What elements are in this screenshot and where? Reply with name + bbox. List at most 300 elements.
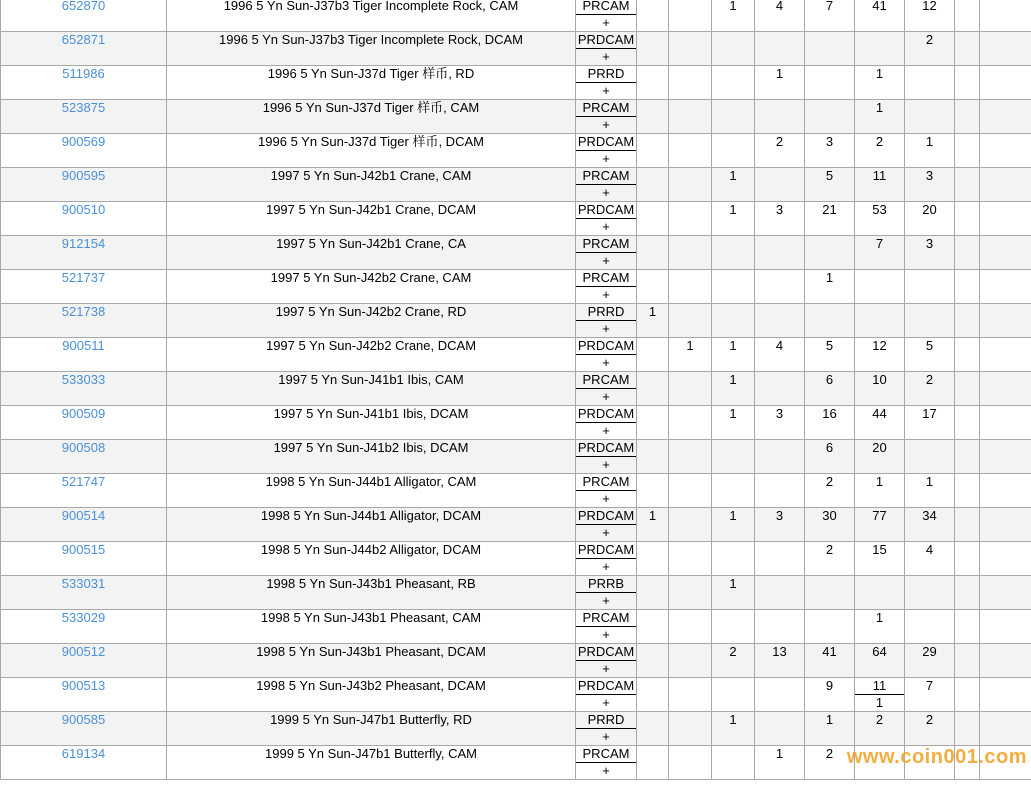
cert-id-link[interactable]: 900509 (61, 406, 106, 421)
grade-cell (576, 542, 637, 576)
table-row (1, 644, 1031, 678)
grade-count: 1 (712, 406, 755, 440)
grade-count: 1 (712, 0, 755, 32)
grade-count (980, 304, 1031, 338)
grade-count: 2 (855, 134, 905, 168)
cert-id-link[interactable]: 533031 (61, 576, 106, 591)
table-row (1, 134, 1031, 168)
grade-count (955, 134, 980, 168)
grade-count (712, 440, 755, 474)
grade-count (637, 712, 669, 746)
grade-designation: PRCAM (576, 270, 636, 287)
grade-count: 2 (905, 712, 955, 746)
grade-count: 1 (855, 100, 905, 134)
grade-count (755, 270, 805, 304)
grade-cell (576, 610, 637, 644)
cert-id-link[interactable]: 521747 (61, 474, 106, 489)
grade-count: 53 (855, 202, 905, 236)
coin-description: 1999 5 Yn Sun-J47b1 Butterfly, CAM (167, 746, 576, 780)
grade-designation: PRDCAM (577, 542, 635, 557)
grade-count (755, 32, 805, 66)
grade-plus: + (602, 49, 610, 64)
coin-description: 1997 5 Yn Sun-J42b1 Crane, DCAM (167, 202, 576, 236)
grade-count: 1 (805, 712, 855, 746)
grade-count (980, 100, 1031, 134)
table-row (1, 576, 1031, 610)
table-row (1, 338, 1031, 372)
cert-id-link[interactable]: 652871 (61, 32, 106, 47)
cert-id-cell (1, 508, 167, 542)
grade-designation: PRRB (576, 576, 636, 593)
grade-count (669, 712, 712, 746)
grade-count: 2 (755, 134, 805, 168)
grade-count: 2 (855, 712, 905, 746)
grade-count: 5 (805, 338, 855, 372)
cert-id-link[interactable]: 533033 (61, 372, 106, 387)
grade-count (755, 542, 805, 576)
grade-count (712, 474, 755, 508)
grade-count (955, 712, 980, 746)
grade-count: 7 (905, 678, 955, 712)
grade-count (755, 100, 805, 134)
grade-count: 4 (755, 338, 805, 372)
grade-count (980, 236, 1031, 270)
grade-count (980, 338, 1031, 372)
grade-designation: PRDCAM (577, 202, 635, 217)
cert-id-link[interactable]: 521737 (61, 270, 106, 285)
table-row (1, 202, 1031, 236)
table-row (1, 474, 1031, 508)
grade-count (669, 440, 712, 474)
coin-description: 1998 5 Yn Sun-J43b1 Pheasant, RB (167, 576, 576, 610)
grade-designation: PRDCAM (577, 32, 635, 47)
grade-plus: + (602, 253, 610, 268)
table-row (1, 372, 1031, 406)
grade-plus: + (602, 389, 610, 404)
grade-designation: PRRD (576, 304, 636, 321)
cert-id-link[interactable]: 900511 (62, 338, 105, 353)
grade-plus: + (602, 219, 610, 234)
coin-description: 1998 5 Yn Sun-J44b2 Alligator, DCAM (167, 542, 576, 576)
grade-count: 1 (755, 66, 805, 100)
grade-count (805, 32, 855, 66)
cert-id-link[interactable]: 900513 (61, 678, 106, 693)
grade-count (980, 508, 1031, 542)
grade-count (755, 168, 805, 202)
cert-id-link[interactable]: 523875 (61, 100, 106, 115)
cert-id-cell (1, 236, 167, 270)
grade-count (637, 576, 669, 610)
cert-id-link[interactable]: 912154 (61, 236, 106, 251)
table-row (1, 678, 1031, 712)
grade-cell (576, 270, 637, 304)
grade-count (955, 542, 980, 576)
grade-count (755, 474, 805, 508)
grade-count: 2 (905, 32, 955, 66)
grade-cell (576, 746, 637, 780)
grade-count: 7 (805, 0, 855, 32)
grade-count (712, 236, 755, 270)
grade-count (955, 66, 980, 100)
cert-id-cell (1, 66, 167, 100)
grade-count (712, 542, 755, 576)
cert-id-link[interactable]: 619134 (61, 746, 106, 761)
grade-count (955, 508, 980, 542)
grade-count (905, 610, 955, 644)
cert-id-cell (1, 32, 167, 66)
grade-count (755, 678, 805, 712)
grade-count: 21 (805, 202, 855, 236)
grade-count (669, 746, 712, 780)
grade-count: 1 (712, 372, 755, 406)
cert-id-cell (1, 202, 167, 236)
cert-id-link[interactable]: 533029 (61, 610, 106, 625)
grade-count (980, 406, 1031, 440)
grade-count: 77 (855, 508, 905, 542)
cert-id-link[interactable]: 900508 (61, 440, 106, 455)
grade-count (905, 66, 955, 100)
grade-count (980, 712, 1031, 746)
grade-count: 44 (855, 406, 905, 440)
grade-cell (576, 474, 637, 508)
coin-description: 1997 5 Yn Sun-J41b2 Ibis, DCAM (167, 440, 576, 474)
grade-count: 1 (712, 168, 755, 202)
grade-plus: + (602, 423, 610, 438)
coin-description: 1996 5 Yn Sun-J37d Tiger 样币, DCAM (167, 134, 576, 168)
grade-count: 1 (712, 712, 755, 746)
coin-description: 1997 5 Yn Sun-J42b2 Crane, RD (167, 304, 576, 338)
grade-count (637, 440, 669, 474)
table-row (1, 440, 1031, 474)
table-row (1, 100, 1031, 134)
grade-cell (576, 406, 637, 440)
grade-count (637, 644, 669, 678)
grade-plus: + (602, 151, 610, 166)
grade-cell (576, 0, 637, 32)
grade-count (637, 338, 669, 372)
grade-count: 20 (855, 440, 905, 474)
grade-designation: PRCAM (576, 746, 636, 763)
grade-count (637, 100, 669, 134)
grade-count (637, 134, 669, 168)
grade-count: 1 (805, 270, 855, 304)
grade-count (905, 270, 955, 304)
grade-count (955, 610, 980, 644)
grade-designation: PRCAM (576, 168, 636, 185)
grade-plus: + (602, 695, 610, 710)
grade-count (955, 32, 980, 66)
cert-id-cell (1, 168, 167, 202)
site-watermark: www.coin001.com (846, 746, 1027, 768)
coin-description: 1998 5 Yn Sun-J44b1 Alligator, DCAM (167, 508, 576, 542)
grade-count: 1 (905, 134, 955, 168)
grade-count (712, 610, 755, 644)
grade-count (955, 644, 980, 678)
grade-count (855, 270, 905, 304)
table-row (1, 542, 1031, 576)
grade-count: 10 (855, 372, 905, 406)
cert-id-cell (1, 0, 167, 32)
cert-id-cell (1, 100, 167, 134)
grade-count (905, 440, 955, 474)
coin-description: 1997 5 Yn Sun-J41b1 Ibis, DCAM (167, 406, 576, 440)
grade-cell (576, 100, 637, 134)
grade-plus: + (602, 355, 610, 370)
grade-count (955, 576, 980, 610)
table-row (1, 0, 1031, 32)
grade-count (637, 66, 669, 100)
grade-count: 1 (637, 304, 669, 338)
grade-count: 64 (855, 644, 905, 678)
grade-count (980, 644, 1031, 678)
grade-count (955, 406, 980, 440)
grade-cell (576, 304, 637, 338)
grade-count: 13 (755, 644, 805, 678)
grade-count (637, 372, 669, 406)
grade-count: 11 (855, 168, 905, 202)
cert-id-cell (1, 406, 167, 440)
grade-count (712, 134, 755, 168)
cert-id-link[interactable]: 900510 (61, 202, 106, 217)
cert-id-cell (1, 644, 167, 678)
coin-description: 1999 5 Yn Sun-J47b1 Butterfly, RD (167, 712, 576, 746)
grade-cell (576, 644, 637, 678)
grade-cell (576, 678, 637, 712)
grade-count: 1 (637, 508, 669, 542)
grade-designation: PRCAM (576, 610, 636, 627)
grade-cell (576, 32, 637, 66)
grade-plus: + (602, 117, 610, 132)
grade-count: 1 (669, 338, 712, 372)
grade-count: 4 (755, 0, 805, 32)
grade-count (980, 678, 1031, 712)
grade-count (755, 610, 805, 644)
grade-count (637, 236, 669, 270)
grade-count (980, 542, 1031, 576)
grade-count (855, 678, 905, 712)
grade-cell (576, 134, 637, 168)
cert-id-cell (1, 542, 167, 576)
grade-count (669, 508, 712, 542)
grade-count (712, 100, 755, 134)
grade-count (805, 304, 855, 338)
cert-id-link[interactable]: 900514 (61, 508, 106, 523)
grade-count: 1 (855, 474, 905, 508)
grade-count (955, 474, 980, 508)
grade-cell (576, 168, 637, 202)
cert-id-link[interactable]: 900585 (61, 712, 106, 727)
grade-count-value: 11 (855, 678, 904, 695)
grade-count (669, 270, 712, 304)
grade-count (955, 338, 980, 372)
grade-count (637, 270, 669, 304)
grade-count (980, 134, 1031, 168)
grade-count (955, 270, 980, 304)
grade-count (955, 236, 980, 270)
grade-count: 1 (712, 576, 755, 610)
coin-description: 1997 5 Yn Sun-J42b2 Crane, CAM (167, 270, 576, 304)
grade-count: 1 (855, 610, 905, 644)
grade-count (669, 134, 712, 168)
cert-id-cell (1, 474, 167, 508)
grade-count: 3 (905, 168, 955, 202)
coin-description: 1998 5 Yn Sun-J44b1 Alligator, CAM (167, 474, 576, 508)
grade-plus: + (602, 15, 610, 30)
grade-count (712, 66, 755, 100)
cert-id-link[interactable]: 900515 (61, 542, 106, 557)
grade-count (955, 440, 980, 474)
grade-count: 5 (905, 338, 955, 372)
grade-count (955, 372, 980, 406)
grade-count (755, 576, 805, 610)
grade-count (905, 100, 955, 134)
cert-id-cell (1, 270, 167, 304)
grade-count: 2 (805, 542, 855, 576)
grade-plus-count-value: 1 (875, 695, 884, 710)
grade-count: 6 (805, 372, 855, 406)
cert-id-cell (1, 440, 167, 474)
table-row (1, 270, 1031, 304)
cert-id-link[interactable]: 900512 (61, 644, 106, 659)
grade-count (755, 304, 805, 338)
grade-count (955, 0, 980, 32)
grade-count (980, 66, 1031, 100)
table-row (1, 304, 1031, 338)
cert-id-cell (1, 678, 167, 712)
grade-count (980, 168, 1031, 202)
grade-count: 1 (712, 202, 755, 236)
grade-count (955, 678, 980, 712)
grade-count (637, 202, 669, 236)
coin-description: 1998 5 Yn Sun-J43b1 Pheasant, CAM (167, 610, 576, 644)
coin-description: 1996 5 Yn Sun-J37b3 Tiger Incomplete Rock, DCAM (167, 32, 576, 66)
grade-count: 6 (805, 440, 855, 474)
grade-count (712, 32, 755, 66)
grade-designation: PRDCAM (577, 644, 635, 659)
grade-cell (576, 236, 637, 270)
grade-count (980, 474, 1031, 508)
coin-description: 1996 5 Yn Sun-J37b3 Tiger Incomplete Rock, CAM (167, 0, 576, 32)
grade-designation: PRDCAM (577, 406, 635, 421)
grade-count: 9 (805, 678, 855, 712)
coin-description: 1997 5 Yn Sun-J42b1 Crane, CA (167, 236, 576, 270)
grade-count: 2 (805, 746, 855, 780)
grade-count (637, 406, 669, 440)
grade-plus: + (602, 763, 610, 778)
grade-count: 3 (755, 202, 805, 236)
cert-id-link[interactable]: 900569 (61, 134, 106, 149)
grade-count (669, 576, 712, 610)
grade-count (669, 406, 712, 440)
grade-count (805, 610, 855, 644)
grade-designation: PRCAM (576, 100, 636, 117)
grade-count (669, 168, 712, 202)
grade-plus: + (602, 627, 610, 642)
grade-count (955, 168, 980, 202)
table-row (1, 236, 1031, 270)
grade-plus: + (602, 593, 610, 608)
grade-plus: + (602, 321, 610, 336)
cert-id-cell (1, 134, 167, 168)
grade-count (637, 610, 669, 644)
grade-count (637, 542, 669, 576)
grade-count: 4 (905, 542, 955, 576)
grade-count (669, 66, 712, 100)
grade-count: 34 (905, 508, 955, 542)
grade-count (669, 644, 712, 678)
grade-count (805, 66, 855, 100)
grade-count (980, 32, 1031, 66)
grade-count (755, 236, 805, 270)
grade-designation: PRDCAM (577, 338, 635, 353)
grade-plus: + (602, 729, 610, 744)
grade-designation: PRDCAM (577, 440, 635, 455)
grade-count (669, 100, 712, 134)
grade-count (669, 304, 712, 338)
grade-count (637, 0, 669, 32)
coin-description: 1996 5 Yn Sun-J37d Tiger 样币, RD (167, 66, 576, 100)
grade-designation: PRRD (576, 712, 636, 729)
grade-count (669, 678, 712, 712)
grade-count: 12 (855, 338, 905, 372)
grade-count (855, 576, 905, 610)
grade-cell (576, 338, 637, 372)
grade-designation: PRDCAM (577, 508, 635, 523)
table-row (1, 168, 1031, 202)
cert-id-link[interactable]: 900595 (61, 168, 106, 183)
grade-designation: PRCAM (576, 236, 636, 253)
grade-count: 1 (712, 508, 755, 542)
cert-id-cell (1, 746, 167, 780)
table-row (1, 406, 1031, 440)
grade-cell (576, 372, 637, 406)
grade-plus: + (602, 559, 610, 574)
coin-description: 1997 5 Yn Sun-J41b1 Ibis, CAM (167, 372, 576, 406)
grade-count (669, 474, 712, 508)
cert-id-link[interactable]: 521738 (61, 304, 106, 319)
grade-cell (576, 576, 637, 610)
grade-count (669, 372, 712, 406)
grade-count (669, 0, 712, 32)
cert-id-cell (1, 304, 167, 338)
table-row (1, 66, 1031, 100)
grade-count (755, 712, 805, 746)
cert-id-link[interactable]: 652870 (61, 0, 106, 13)
grade-count: 12 (905, 0, 955, 32)
grade-count (755, 372, 805, 406)
grade-count (905, 304, 955, 338)
grade-count: 3 (755, 508, 805, 542)
grade-plus: + (602, 185, 610, 200)
grade-count: 2 (905, 372, 955, 406)
table-row (1, 712, 1031, 746)
grade-count: 5 (805, 168, 855, 202)
grade-count (855, 304, 905, 338)
cert-id-link[interactable]: 511986 (62, 66, 105, 81)
grade-count (637, 32, 669, 66)
grade-plus: + (602, 83, 610, 98)
grade-count (905, 576, 955, 610)
grade-count (980, 576, 1031, 610)
grade-count (637, 168, 669, 202)
cert-id-cell (1, 712, 167, 746)
grade-plus: + (602, 661, 610, 676)
grade-count (669, 542, 712, 576)
grade-count: 16 (805, 406, 855, 440)
grade-count (855, 32, 905, 66)
grade-designation: PRCAM (576, 0, 636, 15)
grade-count: 1 (905, 474, 955, 508)
